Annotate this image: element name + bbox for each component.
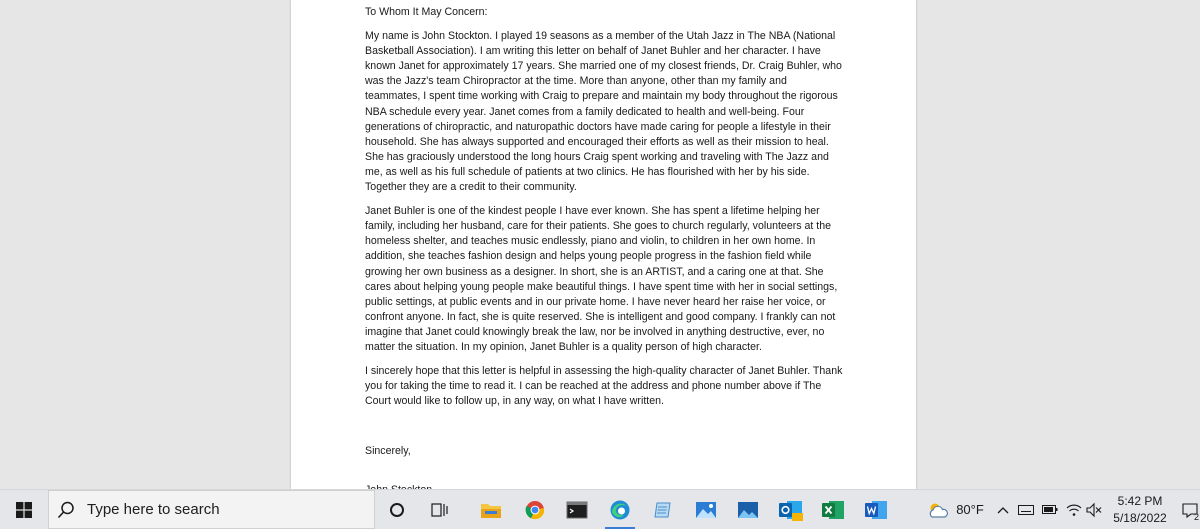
letter-body (365, 5, 843, 508)
battery-icon (1042, 505, 1058, 514)
task-view-icon (431, 502, 449, 518)
excel-icon (821, 499, 845, 521)
document-page[interactable] (291, 0, 916, 489)
edge-button[interactable] (599, 490, 641, 529)
wifi-icon (1066, 503, 1082, 517)
edge-icon (609, 499, 631, 521)
battery-tray-button[interactable] (1038, 490, 1062, 529)
chrome-button[interactable] (514, 490, 556, 529)
keyboard-icon (1018, 505, 1034, 515)
notification-center-button[interactable] (1180, 490, 1200, 529)
notification-count: 2 (1193, 512, 1199, 522)
outlook-button[interactable] (770, 490, 812, 529)
paragraph-3: I sincerely hope that this letter is helpful in assessing the high-quality character of Janet Buhler. Thank you for taking the time to read it. I can be reached at the address and phone number above if The Court would like to follow up, in any way, on what I have written. (365, 365, 843, 408)
clock[interactable] (1100, 490, 1180, 529)
picture-viewer-button[interactable] (727, 490, 769, 529)
file-explorer-icon (480, 501, 502, 519)
cortana-button[interactable] (376, 490, 418, 529)
cortana-icon (389, 502, 405, 518)
start-button[interactable] (0, 490, 48, 529)
clock-date: 5/18/2022 (1113, 510, 1167, 525)
chevron-up-icon (997, 506, 1009, 514)
notepad-button[interactable] (642, 490, 684, 529)
paragraph-2: Janet Buhler is one of the kindest people I have ever known. She has spent a lifetime helping her family, including her husband, care for their patients. She goes to church regularly, volunteers at the homeless shelter, and teaches music endlessly, piano and violin, to children in her own home. In addition, she teaches fashion design and helps young people progress in the fashion field while growing her own business as a designer. In short, she is an ARTIST, and a caring one at that. She cares about helping young people make beautiful things. I have spent time with her in social settings, public settings, at public events and in our private home. I have never heard her raise her voice, or confront anyone. In fact, she is quite reserved. She is intelligent and good company. I frankly can not imagine that Janet could knowingly break the law, nor be involved in anything destructive, ever, no matter the situation. In my opinion, Janet Buhler is a quality person of high character. (365, 205, 838, 353)
search-placeholder: Type here to search (87, 501, 220, 518)
excel-button[interactable] (812, 490, 854, 529)
task-view-button[interactable] (419, 490, 461, 529)
outlook-icon (778, 499, 804, 521)
clock-time: 5:42 PM (1117, 493, 1163, 508)
picture-viewer-icon (737, 501, 759, 519)
closing: Sincerely, (365, 445, 411, 458)
word-icon (864, 499, 888, 521)
photos-button[interactable] (685, 490, 727, 529)
terminal-icon (566, 501, 588, 519)
paragraph-1: My name is John Stockton. I played 19 seasons as a member of the Utah Jazz in The NBA (National Basketball Association). I am writing this letter on behalf of Janet Buhler and her character. I have known Janet for approximately 17 years. She married one of my closest friends, Dr. Craig Buhler, who was the Jazz's team Chiropractor at the time. More than anyone, other than my family and teammates, I spent time working with Craig to prepare and maintain my body throughout the rigorous NBA schedule every year. Janet comes from a family dedicated to health and well-being. Four generations of chiropractic, and naturopathic doctors have made caring for people a lifestyle in their household. She has always supported and encouraged their efforts as well as their mission to heal. She has graciously understood the long hours Craig spent working and traveling with The Jazz and me, as well as his full schedule of patients at two clinics. He has flourished with her by his side. Together they are a credit to their community. (365, 30, 842, 194)
taskbar (0, 489, 1200, 528)
terminal-button[interactable] (556, 490, 598, 529)
salutation: To Whom It May Concern: (365, 6, 488, 18)
file-explorer-button[interactable] (470, 490, 512, 529)
notepad-icon (653, 500, 673, 520)
photos-icon (695, 501, 717, 519)
word-button[interactable] (855, 490, 897, 529)
keyboard-tray-button[interactable] (1014, 490, 1038, 529)
search-box[interactable] (48, 490, 375, 529)
weather-widget[interactable] (922, 490, 988, 529)
show-hidden-icons-button[interactable] (992, 490, 1014, 529)
wifi-tray-button[interactable] (1062, 490, 1086, 529)
chrome-icon (525, 500, 545, 520)
weather-temperature: 80°F (956, 502, 984, 517)
partly-cloudy-icon (926, 501, 950, 519)
windows-icon (16, 502, 32, 518)
search-icon (57, 501, 75, 519)
